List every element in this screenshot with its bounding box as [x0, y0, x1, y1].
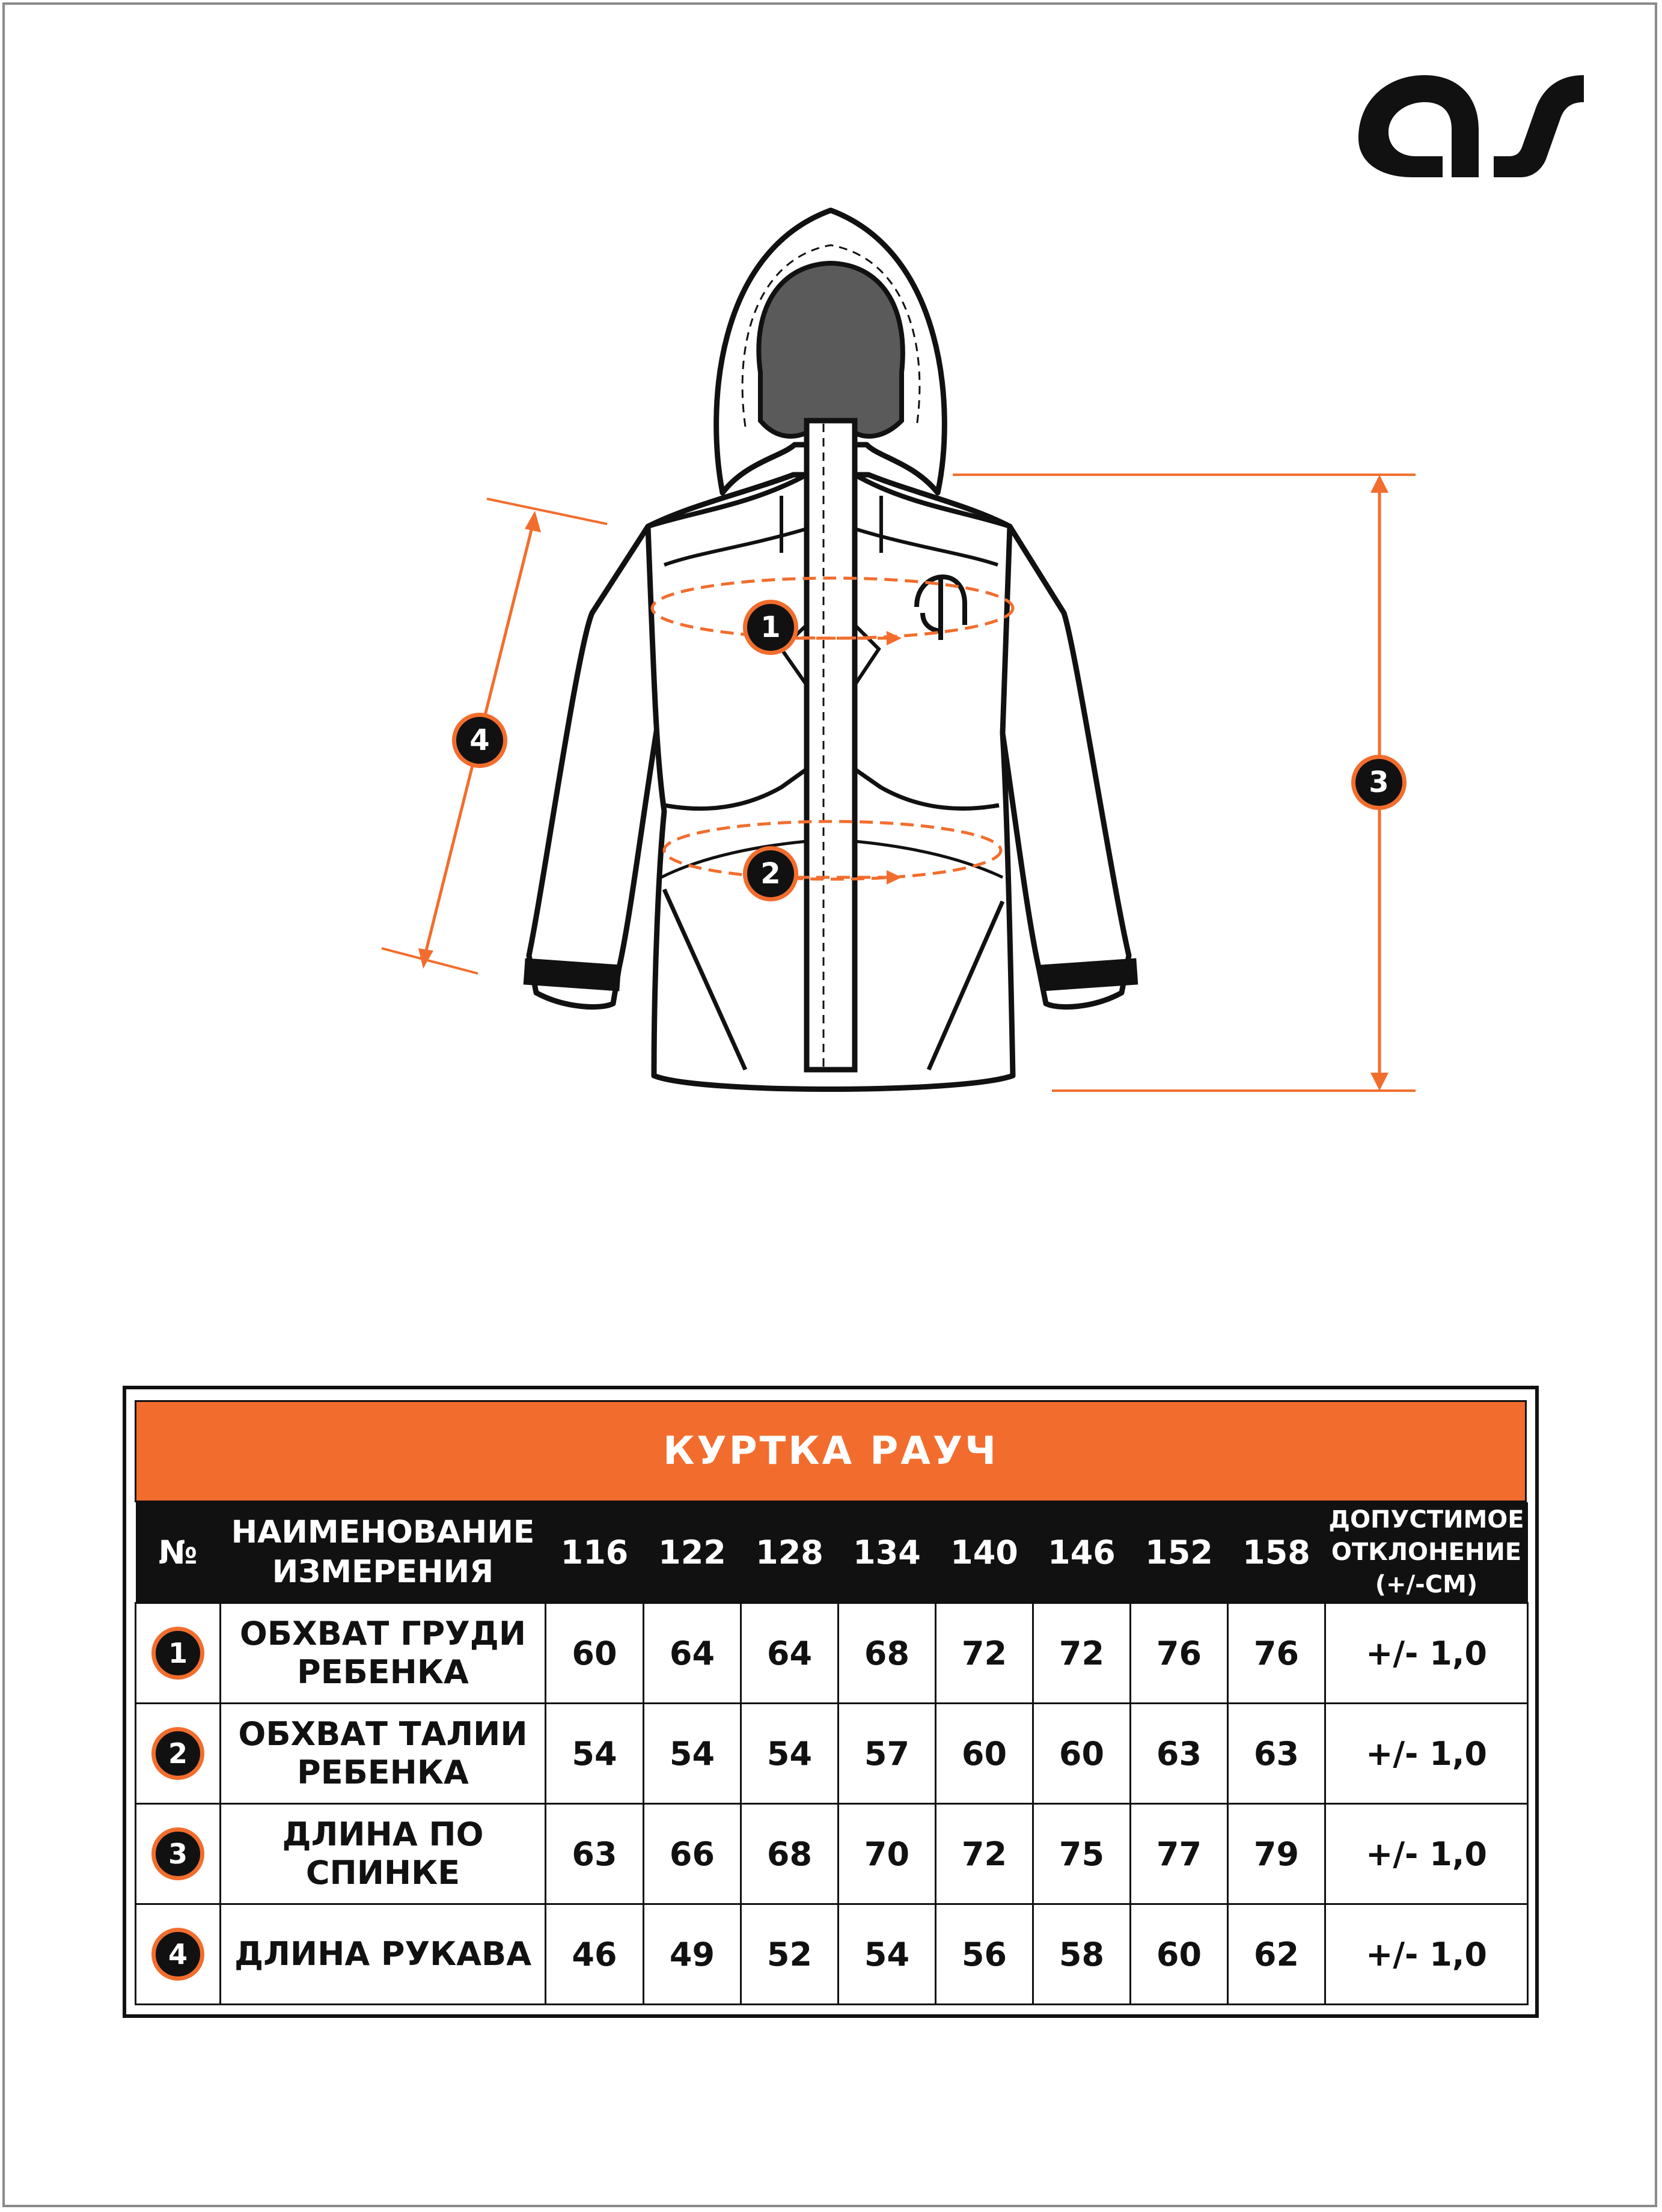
row-label-line1: ДЛИНА РУКАВА: [234, 1935, 531, 1973]
table-header-row: [136, 1502, 1528, 1603]
table-row: [136, 1904, 1528, 2005]
tolerance-cell: +/- 1,0: [1325, 1704, 1528, 1804]
table-cell: 68: [741, 1804, 839, 1904]
table-cell: 66: [644, 1804, 741, 1904]
table-cell: 60: [546, 1603, 644, 1704]
diagram-badge-2: 2: [743, 846, 798, 901]
header-size-152: 152: [1131, 1502, 1228, 1603]
header-tolerance: [1325, 1502, 1528, 1603]
tolerance-cell: +/- 1,0: [1325, 1804, 1528, 1904]
table-cell: 60: [1033, 1704, 1131, 1804]
header-tol-line1: ДОПУСТИМОЕ: [1328, 1506, 1524, 1534]
table-cell: 79: [1228, 1804, 1325, 1904]
header-size-158: 158: [1228, 1502, 1325, 1603]
row-label-line1: ОБХВАТ ТАЛИИ: [238, 1715, 528, 1753]
header-name-line2: ИЗМЕРЕНИЯ: [272, 1554, 494, 1590]
jacket-diagram: [361, 192, 1473, 1130]
row-label-line1: ДЛИНА ПО СПИНКЕ: [282, 1815, 484, 1892]
header-tol-line2: ОТКЛОНЕНИЕ: [1331, 1538, 1522, 1566]
table-cell: 63: [1131, 1704, 1228, 1804]
table-cell: 52: [741, 1904, 839, 2005]
row-label: [221, 1904, 546, 2005]
row-label-line1: ОБХВАТ ГРУДИ: [239, 1615, 527, 1653]
tolerance-cell: +/- 1,0: [1325, 1904, 1528, 2005]
table-cell: 63: [1228, 1704, 1325, 1804]
table-cell: 70: [839, 1804, 936, 1904]
header-size-146: 146: [1033, 1502, 1131, 1603]
header-size-140: 140: [936, 1502, 1033, 1603]
table-row: [136, 1704, 1528, 1804]
row-label: [221, 1804, 546, 1904]
table-cell: 49: [644, 1904, 741, 2005]
table-cell: 54: [644, 1704, 741, 1804]
row-badge: 2: [151, 1727, 204, 1780]
header-size-128: 128: [741, 1502, 839, 1603]
table-cell: 64: [741, 1603, 839, 1704]
size-table: [135, 1502, 1529, 2005]
tolerance-cell: +/- 1,0: [1325, 1603, 1528, 1704]
row-label: [221, 1603, 546, 1704]
header-tol-line3: (+/-СМ): [1375, 1571, 1478, 1598]
table-cell: 76: [1228, 1603, 1325, 1704]
table-cell: 54: [546, 1704, 644, 1804]
table-cell: 56: [936, 1904, 1033, 2005]
table-cell: 75: [1033, 1804, 1131, 1904]
table-cell: 54: [839, 1904, 936, 2005]
header-size-122: 122: [644, 1502, 741, 1603]
row-badge: 4: [151, 1928, 204, 1981]
header-name-line1: НАИМЕНОВАНИЕ: [231, 1514, 535, 1550]
table-cell: 57: [839, 1704, 936, 1804]
table-row: [136, 1804, 1528, 1904]
row-badge: 3: [151, 1827, 204, 1880]
table-cell: 72: [1033, 1603, 1131, 1704]
table-cell: 76: [1131, 1603, 1228, 1704]
table-cell: 64: [644, 1603, 741, 1704]
row-label: [221, 1704, 546, 1804]
table-cell: 77: [1131, 1804, 1228, 1904]
diagram-badge-4: 4: [452, 713, 507, 768]
brand-logo: [1352, 66, 1587, 186]
table-row: [136, 1603, 1528, 1704]
row-badge: 1: [151, 1627, 204, 1680]
table-cell: 60: [936, 1704, 1033, 1804]
table-cell: 68: [839, 1603, 936, 1704]
table-cell: 72: [936, 1804, 1033, 1904]
table-cell: 60: [1131, 1904, 1228, 2005]
header-name: [221, 1502, 546, 1603]
diagram-badge-1: 1: [743, 600, 798, 655]
header-num: №: [136, 1502, 221, 1603]
row-label-line2: РЕБЕНКА: [297, 1653, 469, 1691]
table-cell: 63: [546, 1804, 644, 1904]
header-size-134: 134: [839, 1502, 936, 1603]
table-title: КУРТКА РАУЧ: [135, 1400, 1527, 1502]
header-size-116: 116: [546, 1502, 644, 1603]
table-cell: 54: [741, 1704, 839, 1804]
table-cell: 72: [936, 1603, 1033, 1704]
table-cell: 46: [546, 1904, 644, 2005]
row-label-line2: РЕБЕНКА: [297, 1753, 469, 1791]
diagram-badge-3: 3: [1351, 755, 1407, 810]
table-cell: 62: [1228, 1904, 1325, 2005]
table-cell: 58: [1033, 1904, 1131, 2005]
